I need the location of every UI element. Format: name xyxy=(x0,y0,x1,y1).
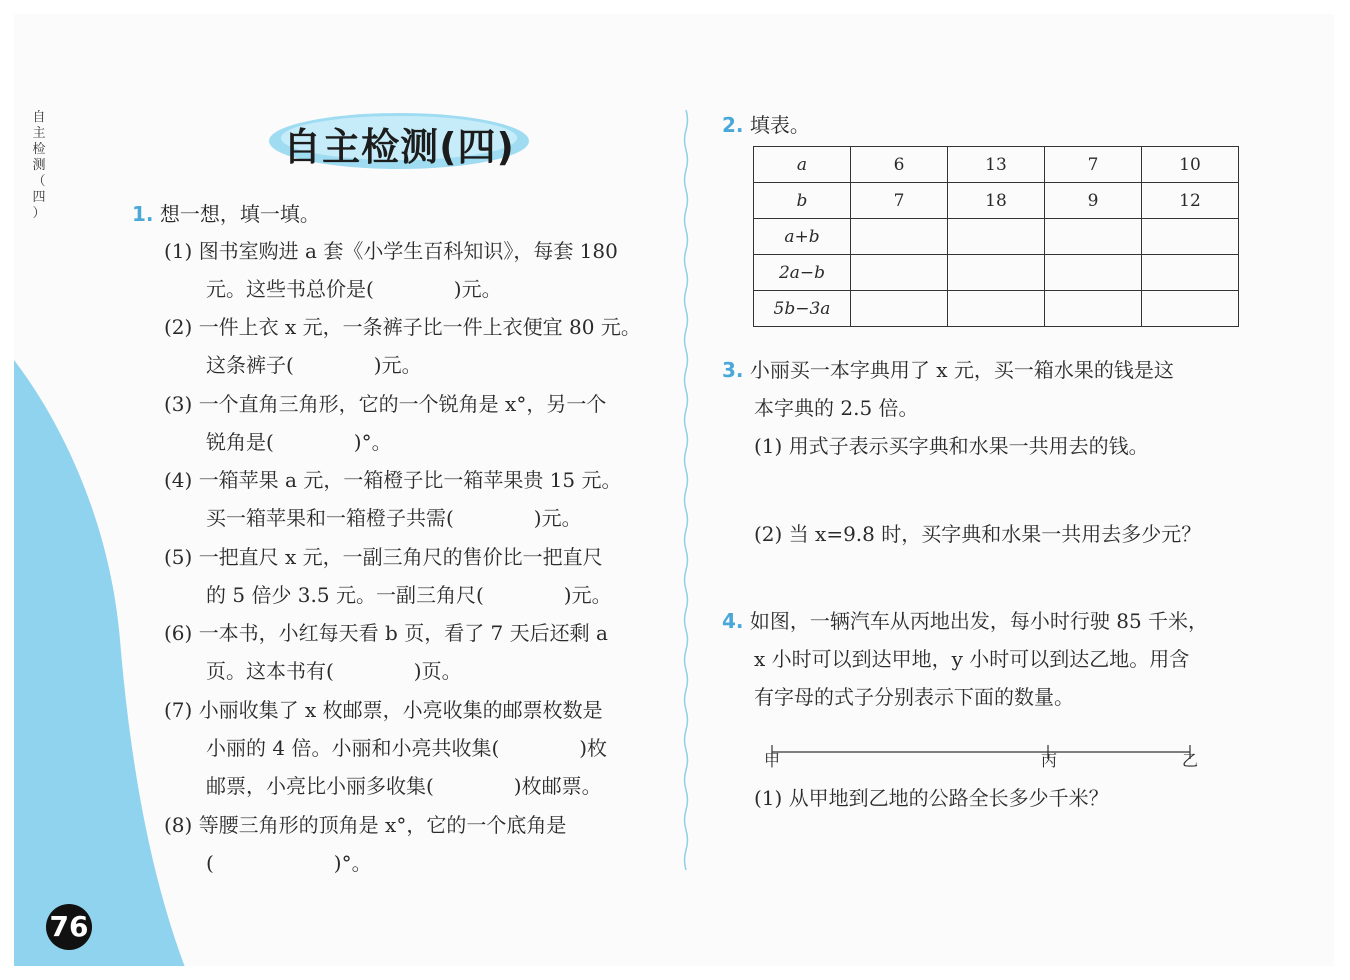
q1-line: 页。这本书有( )页。 xyxy=(206,659,462,683)
table-cell: 7 xyxy=(851,183,948,219)
q4-line: (1) 从甲地到乙地的公路全长多少千米？ xyxy=(754,786,1109,810)
q1-line: 锐角是( )°。 xyxy=(206,430,392,454)
column-divider xyxy=(682,110,690,870)
table-row xyxy=(754,183,1239,219)
table-cell: 2a−b xyxy=(754,255,851,291)
q1-line: (7) 小丽收集了 x 枚邮票，小亮收集的邮票枚数是 xyxy=(164,698,603,722)
q1-line: 买一箱苹果和一箱橙子共需( )元。 xyxy=(206,506,582,530)
q1-line: (8) 等腰三角形的顶角是 x°，它的一个底角是 xyxy=(164,813,567,837)
fill-table xyxy=(753,146,1239,327)
answer-cell[interactable] xyxy=(1142,219,1239,255)
table-cell: 18 xyxy=(948,183,1045,219)
answer-cell[interactable] xyxy=(851,291,948,327)
table-cell: 7 xyxy=(1045,147,1142,183)
q1-line: (4) 一箱苹果 a 元，一箱橙子比一箱苹果贵 15 元。 xyxy=(164,468,622,492)
q1-line: 元。这些书总价是( )元。 xyxy=(206,277,502,301)
answer-cell[interactable] xyxy=(1142,255,1239,291)
answer-cell[interactable] xyxy=(948,255,1045,291)
table-cell: 13 xyxy=(948,147,1045,183)
page-title: 自主检测(四) xyxy=(283,125,515,169)
answer-cell[interactable] xyxy=(948,291,1045,327)
table-cell: 10 xyxy=(1142,147,1239,183)
table-row xyxy=(754,255,1239,291)
q3-line: (1) 用式子表示买字典和水果一共用去的钱。 xyxy=(754,434,1149,458)
q4-line: x 小时可以到达甲地，y 小时可以到达乙地。用含 xyxy=(754,647,1190,671)
place-label: 丙 xyxy=(1041,751,1058,770)
workbook-page xyxy=(14,14,1334,966)
question-2-heading: 2. 填表。 xyxy=(722,113,810,137)
page-number: 76 xyxy=(46,904,92,950)
side-section-label: 自 主 检 测 （ 四 ） xyxy=(32,110,46,221)
answer-cell[interactable] xyxy=(851,219,948,255)
answer-cell[interactable] xyxy=(948,219,1045,255)
title-banner xyxy=(268,108,530,170)
place-label: 乙 xyxy=(1182,751,1199,770)
question-4-heading: 4. 如图，一辆汽车从丙地出发，每小时行驶 85 千米， xyxy=(722,609,1209,633)
answer-cell[interactable] xyxy=(851,255,948,291)
table-cell: 12 xyxy=(1142,183,1239,219)
table-row xyxy=(754,147,1239,183)
q1-line: (6) 一本书，小红每天看 b 页，看了 7 天后还剩 a xyxy=(164,621,608,645)
q1-line: 这条裤子( )元。 xyxy=(206,353,422,377)
table-cell: 6 xyxy=(851,147,948,183)
q1-line: 邮票，小亮比小丽多收集( )枚邮票。 xyxy=(206,774,602,798)
table-cell: a+b xyxy=(754,219,851,255)
q1-line: (1) 图书室购进 a 套《小学生百科知识》，每套 180 xyxy=(164,239,618,263)
q1-line: (5) 一把直尺 x 元，一副三角尺的售价比一把直尺 xyxy=(164,545,603,569)
answer-cell[interactable] xyxy=(1045,255,1142,291)
answer-cell[interactable] xyxy=(1045,291,1142,327)
q1-line: 小丽的 4 倍。小丽和小亮共收集( )枚 xyxy=(206,736,608,760)
q1-line: ( )°。 xyxy=(206,851,372,875)
q4-line: 有字母的式子分别表示下面的数量。 xyxy=(754,685,1074,709)
question-3-heading: 3. 小丽买一本字典用了 x 元，买一箱水果的钱是这 xyxy=(722,358,1174,382)
table-row xyxy=(754,219,1239,255)
answer-cell[interactable] xyxy=(1142,291,1239,327)
q1-line: 的 5 倍少 3.5 元。一副三角尺( )元。 xyxy=(206,583,612,607)
q1-line: (2) 一件上衣 x 元，一条裤子比一件上衣便宜 80 元。 xyxy=(164,315,641,339)
q3-line: (2) 当 x=9.8 时，买字典和水果一共用去多少元？ xyxy=(754,522,1202,546)
q3-line: 本字典的 2.5 倍。 xyxy=(754,396,919,420)
road-diagram xyxy=(760,726,1200,776)
table-cell: b xyxy=(754,183,851,219)
table-cell: a xyxy=(754,147,851,183)
table-cell: 9 xyxy=(1045,183,1142,219)
q1-line: (3) 一个直角三角形，它的一个锐角是 x°，另一个 xyxy=(164,392,607,416)
question-1-heading: 1. 想一想，填一填。 xyxy=(132,202,320,226)
place-label: 甲 xyxy=(764,751,781,770)
table-row xyxy=(754,291,1239,327)
table-cell: 5b−3a xyxy=(754,291,851,327)
answer-cell[interactable] xyxy=(1045,219,1142,255)
